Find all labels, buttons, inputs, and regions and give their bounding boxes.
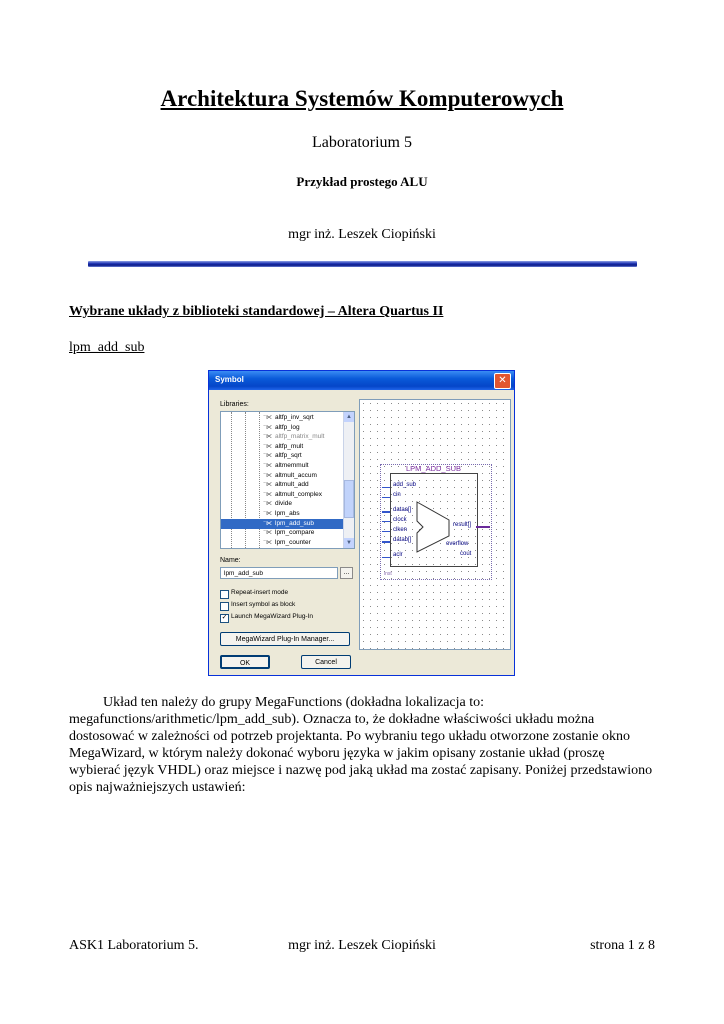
megafunction-icon: ⁻⋉ bbox=[263, 463, 273, 469]
library-item[interactable] bbox=[221, 509, 343, 519]
footer-page-number: strona 1 z 8 bbox=[590, 938, 655, 953]
library-item[interactable] bbox=[221, 423, 343, 433]
document-title: Architektura Systemów Komputerowych bbox=[160, 86, 564, 111]
library-item-label: altmemmult bbox=[275, 462, 309, 469]
library-item-label: altmult_accum bbox=[275, 471, 317, 479]
header-divider bbox=[88, 261, 637, 267]
symbol-name: LPM_ADD_SUB bbox=[406, 464, 462, 473]
pin-line bbox=[382, 531, 390, 532]
library-item-label: altfp_mult bbox=[275, 442, 304, 450]
pin-aclr: aclr bbox=[393, 552, 403, 558]
library-item-label: altfp_matrix_mult bbox=[275, 433, 325, 441]
close-button[interactable]: ✕ bbox=[494, 373, 511, 389]
library-item[interactable] bbox=[221, 480, 343, 490]
megafunction-icon: ⁻⋉ bbox=[263, 472, 273, 479]
pin-clock: clock bbox=[393, 517, 407, 523]
pin-line bbox=[382, 497, 390, 498]
library-item[interactable] bbox=[221, 490, 343, 500]
library-item-label: divide bbox=[275, 500, 292, 508]
library-item[interactable] bbox=[221, 451, 343, 461]
library-item[interactable] bbox=[221, 528, 343, 538]
pin-datab: datab[] bbox=[393, 537, 412, 543]
megafunction-icon: ⁻⋉ bbox=[263, 491, 273, 498]
document-subtitle: Laboratorium 5 bbox=[312, 134, 412, 151]
body-paragraph: Układ ten należy do grupy MegaFunctions (dokładna lokalizacja to: megafunctions/arithmetic/lpm_add_sub). Oznacza to, że dokładne właściwości układu można dostosować w zależności od potrzeb projektanta. Po wybraniu tego układu otworzone zostanie okno MegaWizard, w którym należy dokonać wyboru języka w jakim opisany zostanie układ (proszę wybierać język VHDL) oraz miejsce i nazwę pod jaką układ ma zostać zapisany. Poniżej przedstawiono opis najważniejszych ustawień: bbox=[69, 695, 653, 795]
symbol-dialog bbox=[208, 370, 515, 676]
libraries-tree[interactable] bbox=[220, 411, 355, 549]
pin-overflow: overflow bbox=[446, 541, 469, 547]
repeat-insert-label: Repeat-insert mode bbox=[231, 589, 289, 596]
pin-line bbox=[382, 511, 390, 513]
insert-as-block-checkbox[interactable] bbox=[220, 602, 229, 611]
instance-label: inst bbox=[384, 571, 392, 577]
library-item-label: altfp_inv_sqrt bbox=[275, 414, 314, 421]
section-heading: Wybrane układy z biblioteki standardowej – Altera Quartus II bbox=[69, 304, 444, 319]
pin-line bbox=[382, 541, 390, 543]
library-item[interactable] bbox=[221, 519, 343, 529]
libraries-scrollbar[interactable] bbox=[343, 412, 354, 548]
pin-line bbox=[382, 487, 390, 488]
pin-dataa: dataa[] bbox=[393, 507, 412, 513]
pin-result: result[] bbox=[453, 522, 472, 528]
example-title: Przykład prostego ALU bbox=[296, 174, 428, 189]
library-item[interactable] bbox=[221, 442, 343, 452]
insert-as-block-label: Insert symbol as block bbox=[231, 601, 296, 608]
megawizard-manager-button[interactable]: MegaWizard Plug-In Manager... bbox=[220, 632, 350, 646]
scroll-down-icon[interactable]: ▼ bbox=[344, 538, 354, 548]
megafunction-icon: ⁻⋉ bbox=[263, 501, 273, 508]
megafunction-icon: ⁻⋉ bbox=[263, 482, 273, 489]
launch-megawizard-checkbox[interactable] bbox=[220, 614, 229, 623]
repeat-insert-checkbox[interactable] bbox=[220, 590, 229, 599]
dialog-title: Symbol bbox=[215, 375, 244, 384]
scroll-up-icon[interactable]: ▲ bbox=[344, 412, 354, 422]
pin-cin: cin bbox=[393, 492, 401, 498]
megafunction-icon: ⁻⋉ bbox=[263, 434, 273, 441]
pin-add-sub: add_sub bbox=[393, 482, 417, 488]
adder-shape-icon bbox=[415, 500, 455, 555]
library-item-label: lpm_counter bbox=[275, 538, 311, 546]
library-item-label: lpm_compare bbox=[275, 529, 315, 537]
library-item-label: altmult_complex bbox=[275, 490, 322, 498]
author: mgr inż. Leszek Ciopiński bbox=[288, 227, 436, 242]
library-item-label: altfp_sqrt bbox=[275, 452, 302, 460]
section-subheading: lpm_add_sub bbox=[69, 340, 145, 355]
ok-button[interactable]: OK bbox=[220, 655, 270, 669]
footer-center: mgr inż. Leszek Ciopiński bbox=[288, 938, 436, 953]
library-item[interactable] bbox=[221, 432, 343, 442]
library-item[interactable] bbox=[221, 538, 343, 548]
pin-line bbox=[476, 526, 490, 528]
library-item-label: altmult_add bbox=[275, 481, 309, 489]
megafunction-icon: ⁻⋉ bbox=[263, 520, 273, 527]
megafunction-icon: ⁻⋉ bbox=[263, 415, 273, 421]
megafunction-icon: ⁻⋉ bbox=[263, 530, 273, 537]
megafunction-icon: ⁻⋉ bbox=[263, 453, 273, 460]
library-item[interactable] bbox=[221, 461, 343, 471]
symbol-preview bbox=[359, 399, 511, 650]
library-item[interactable] bbox=[221, 499, 343, 509]
name-label: Name: bbox=[220, 557, 241, 564]
megafunction-icon: ⁻⋉ bbox=[263, 424, 273, 431]
check-icon: ✓ bbox=[221, 614, 228, 621]
megafunction-icon: ⁻⋉ bbox=[263, 443, 273, 450]
library-item-label: lpm_add_sub bbox=[275, 519, 315, 527]
name-input[interactable]: lpm_add_sub bbox=[220, 567, 338, 579]
browse-button[interactable]: ... bbox=[340, 567, 353, 579]
launch-megawizard-label: Launch MegaWizard Plug-In bbox=[231, 613, 314, 620]
pin-line bbox=[382, 557, 390, 558]
pin-line bbox=[382, 521, 390, 522]
library-item[interactable] bbox=[221, 471, 343, 481]
dialog-titlebar bbox=[209, 371, 514, 390]
megafunction-icon: ⁻⋉ bbox=[263, 511, 273, 517]
scroll-thumb[interactable] bbox=[344, 480, 354, 518]
library-item-label: lpm_abs bbox=[275, 510, 300, 517]
pin-cout: cout bbox=[460, 551, 472, 557]
library-item-label: altfp_log bbox=[275, 423, 300, 431]
pin-clken: clken bbox=[393, 527, 408, 533]
footer-left: ASK1 Laboratorium 5. bbox=[69, 938, 199, 953]
cancel-button[interactable]: Cancel bbox=[301, 655, 351, 669]
megafunction-icon: ⁻⋉ bbox=[263, 539, 273, 546]
libraries-label: Libraries: bbox=[220, 401, 249, 408]
library-item[interactable] bbox=[221, 413, 343, 423]
